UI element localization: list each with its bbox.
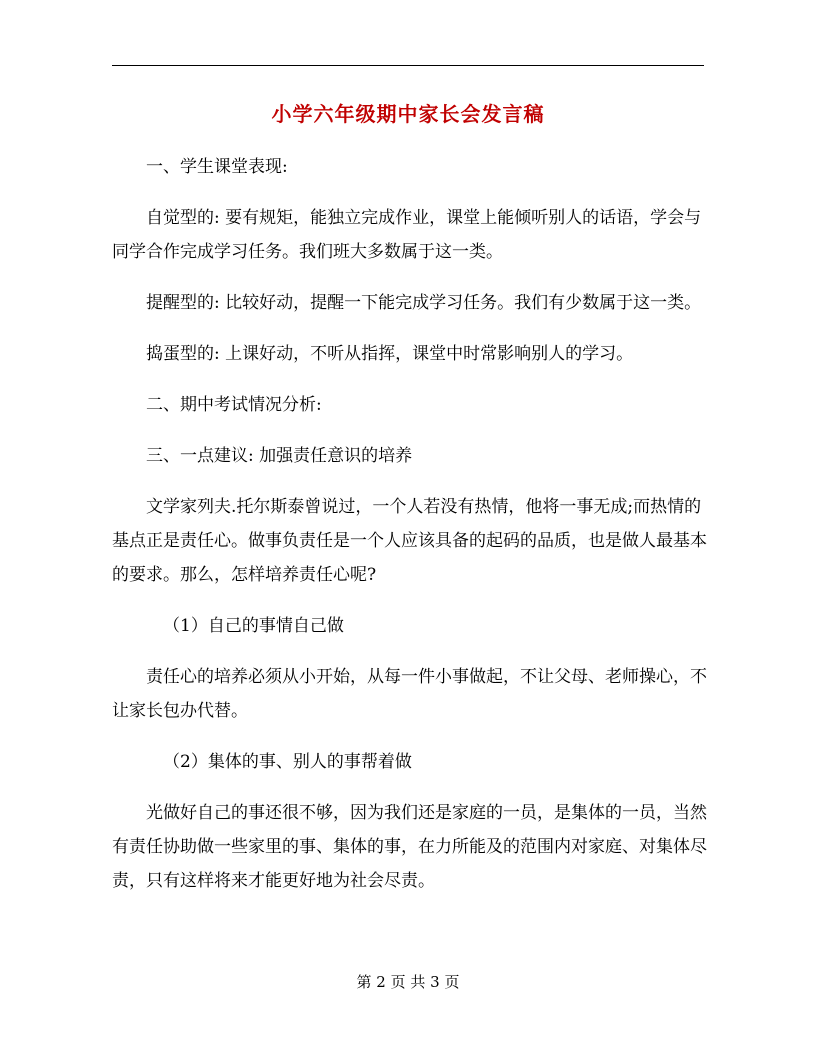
subheading: （1）自己的事情自己做 [163,616,344,636]
section-heading: 三、一点建议: 加强责任意识的培养 [146,446,413,466]
section-heading: 一、学生课堂表现: [146,157,288,177]
paragraph: 提醒型的: 比较好动，提醒一下能完成学习任务。我们有少数属于这一类。 [146,293,702,313]
page-number: 第 2 页 共 3 页 [356,973,460,991]
paragraph: 光做好自己的事还很不够，因为我们还是家庭的一员，是集体的一员，当然有责任协助做一些家里的事、集体的事，在力所能及的范围内对家庭、对集体尽责，只有这样将来才能更好地为社会尽责。 [112,803,707,891]
paragraph: 文学家列夫.托尔斯泰曾说过，一个人若没有热情，他将一事无成;而热情的基点正是责任心。做事负责任是一个人应该具备的起码的品质，也是做人最基本的要求。那么，怎样培养责任心呢? [112,497,707,585]
paragraph: 责任心的培养必须从小开始，从每一件小事做起，不让父母、老师操心，不让家长包办代替。 [112,667,707,721]
document-body [112,150,708,915]
section-heading: 二、期中考试情况分析: [146,395,322,415]
paragraph: 捣蛋型的: 上课好动，不听从指挥，课堂中时常影响别人的学习。 [146,344,634,364]
paragraph: 自觉型的: 要有规矩，能独立完成作业，课堂上能倾听别人的话语，学会与同学合作完成学习任务。我们班大多数属于这一类。 [112,208,702,262]
subheading: （2）集体的事、别人的事帮着做 [163,752,412,772]
document-title: 小学六年级期中家长会发言稿 [271,102,545,126]
header-rule [112,65,704,66]
